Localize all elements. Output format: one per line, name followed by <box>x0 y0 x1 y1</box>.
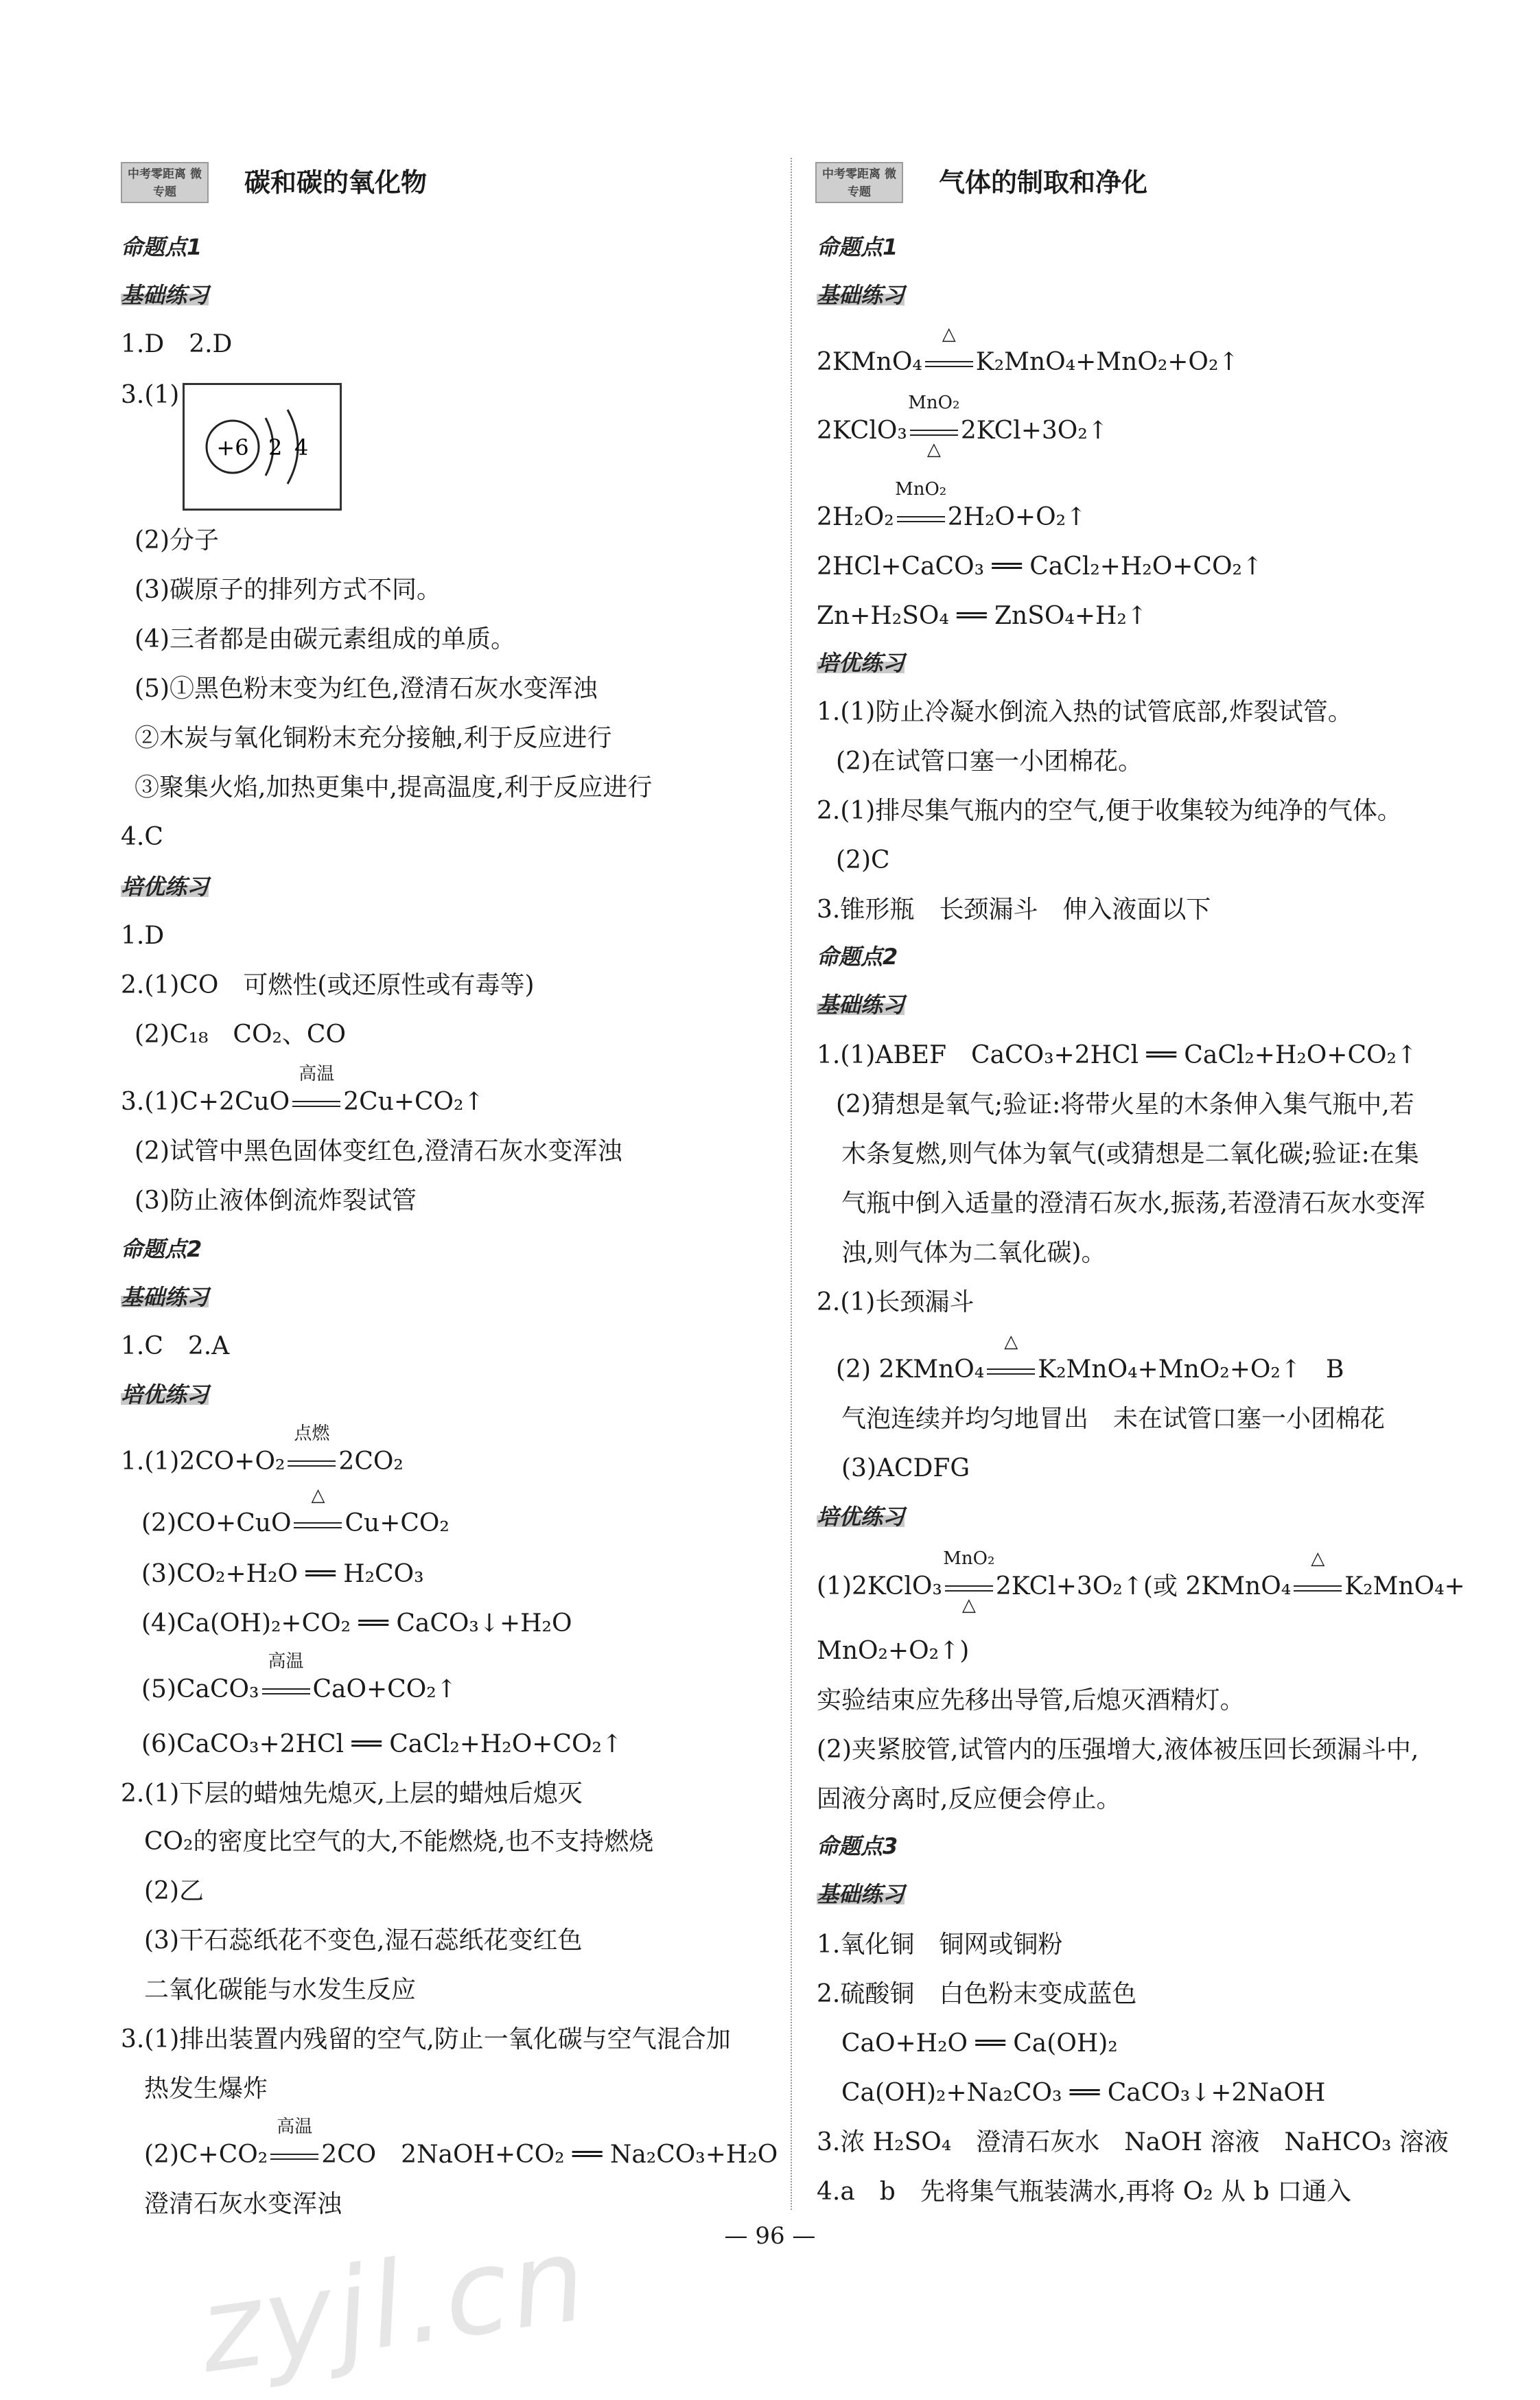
right-p3-heading: 命题点3 <box>817 1833 898 1859</box>
left-a3-2: (2)试管中黑色固体变红色,澄清石灰水变浑浊 <box>135 1137 622 1165</box>
right-g1-1: 1.(1)ABEF CaCO₃+2HCl ══ CaCl₂+H₂O+CO₂↑ <box>817 1041 1418 1069</box>
right-g1-2c: 气瓶中倒入适量的澄清石灰水,振荡,若澄清石灰水变浑 <box>841 1189 1425 1218</box>
right-p2-basic-heading: 基础练习 <box>817 992 905 1018</box>
left-q3-5a: (5)①黑色粉末变为红色,澄清石灰水变浑浊 <box>135 675 598 703</box>
right-f2-1: 2.(1)排尽集气瓶内的空气,便于收集较为纯净的气体。 <box>817 797 1402 825</box>
right-p2-adv-heading: 培优练习 <box>817 1504 905 1530</box>
left-c1-1: 1.(1)2CO+O₂ 点燃 2CO₂ <box>121 1423 404 1476</box>
left-p2-adv-heading: 培优练习 <box>121 1382 209 1408</box>
left-q3-4: (4)三者都是由碳元素组成的单质。 <box>135 625 515 653</box>
right-g1-2a: (2)猜想是氧气;验证:将带火星的木条伸入集气瓶中,若 <box>836 1091 1414 1119</box>
left-q3-1: 3.(1) <box>121 381 180 409</box>
right-e1: 2KMnO₄ △ K₂MnO₄+MnO₂+O₂↑ <box>817 324 1239 376</box>
left-p2-basic-heading: 基础练习 <box>121 1284 209 1310</box>
left-q1: 1.D 2.D <box>121 330 233 358</box>
right-f1-1: 1.(1)防止冷凝水倒流入热的试管底部,炸裂试管。 <box>817 698 1353 726</box>
right-i1: 1.氧化铜 铜网或铜粉 <box>817 1931 1063 1959</box>
right-e4: 2HCl+CaCO₃ ══ CaCl₂+H₂O+CO₂↑ <box>817 552 1263 581</box>
right-p1-adv-heading: 培优练习 <box>817 650 905 676</box>
left-q4: 4.C <box>121 823 163 851</box>
left-a2-2: (2)C₁₈ CO₂、CO <box>135 1021 346 1049</box>
atom-shell-2-count: 4 <box>294 434 309 461</box>
left-c3-2: (2)C+CO₂ 高温 2CO 2NaOH+CO₂ ══ Na₂CO₃+H₂O <box>144 2117 778 2169</box>
right-i3: 3.浓 H₂SO₄ 澄清石灰水 NaOH 溶液 NaHCO₃ 溶液 <box>817 2128 1449 2156</box>
left-section-tag: 中考零距离 微专题 <box>121 162 209 203</box>
left-c2-2: (2)乙 <box>144 1877 204 1905</box>
left-q3-3: (3)碳原子的排列方式不同。 <box>135 576 441 604</box>
left-p2-heading: 命题点2 <box>121 1236 202 1262</box>
right-i2: 2.硫酸铜 白色粉末变成蓝色 <box>817 1980 1137 2008</box>
right-i2c: Ca(OH)₂+Na₂CO₃ ══ CaCO₃↓+2NaOH <box>841 2079 1326 2107</box>
left-a2-1: 2.(1)CO 可燃性(或还原性或有毒等) <box>121 971 535 999</box>
left-a1: 1.D <box>121 922 165 950</box>
right-i4: 4.a b 先将集气瓶装满水,再将 O₂ 从 b 口通入 <box>817 2178 1352 2206</box>
left-c1-3: (3)CO₂+H₂O ══ H₂CO₃ <box>141 1560 424 1588</box>
right-h1c: 实验结束应先移出导管,后熄灭酒精灯。 <box>817 1686 1245 1714</box>
atom-diagram-svg <box>185 385 336 504</box>
right-e3: 2H₂O₂ MnO₂ 2H₂O+O₂↑ <box>817 479 1087 531</box>
left-c3-1b: 热发生爆炸 <box>144 2075 268 2103</box>
left-b1: 1.C 2.A <box>121 1332 230 1360</box>
right-i2b: CaO+H₂O ══ Ca(OH)₂ <box>841 2029 1118 2058</box>
left-c2-3b: 二氧化碳能与水发生反应 <box>144 1976 417 2004</box>
right-p3-basic-heading: 基础练习 <box>817 1881 905 1907</box>
right-e5: Zn+H₂SO₄ ══ ZnSO₄+H₂↑ <box>817 602 1147 630</box>
left-c3-1: 3.(1)排出装置内残留的空气,防止一氧化碳与空气混合加 <box>121 2025 731 2053</box>
left-section-title: 碳和碳的氧化物 <box>244 167 428 198</box>
right-g2-1: 2.(1)长颈漏斗 <box>817 1288 975 1316</box>
left-q3-5b: ②木炭与氧化铜粉末充分接触,利于反应进行 <box>135 724 612 752</box>
left-c1-5: (5)CaCO₃ 高温 CaO+CO₂↑ <box>141 1651 457 1703</box>
right-h2b: 固液分离时,反应便会停止。 <box>817 1785 1121 1813</box>
left-c3-2b: 澄清石灰水变浑浊 <box>144 2190 342 2218</box>
left-c1-4: (4)Ca(OH)₂+CO₂ ══ CaCO₃↓+H₂O <box>141 1609 572 1638</box>
right-section-title: 气体的制取和净化 <box>939 167 1148 198</box>
page-number: — 96 — <box>724 2222 816 2250</box>
left-c1-2: (2)CO+CuO △ Cu+CO₂ <box>141 1485 450 1537</box>
right-f2-2: (2)C <box>836 846 890 874</box>
right-g2-3: (3)ACDFG <box>841 1454 970 1482</box>
right-e2: 2KClO₃ MnO₂ △ 2KCl+3O₂↑ <box>817 393 1108 460</box>
right-h2a: (2)夹紧胶管,试管内的压强增大,液体被压回长颈漏斗中, <box>817 1736 1419 1764</box>
right-p1-heading: 命题点1 <box>817 234 898 260</box>
column-divider <box>791 158 793 2210</box>
right-g2-2b: 气泡连续并均匀地冒出 未在试管口塞一小团棉花 <box>841 1405 1386 1433</box>
right-p2-heading: 命题点2 <box>817 944 898 970</box>
left-p1-adv-heading: 培优练习 <box>121 874 209 900</box>
right-f1-2: (2)在试管口塞一小团棉花。 <box>836 747 1143 776</box>
right-section-tag: 中考零距离 微专题 <box>815 162 903 203</box>
atom-nucleus-charge: +6 <box>216 434 249 461</box>
right-f3: 3.锥形瓶 长颈漏斗 伸入液面以下 <box>817 896 1211 924</box>
left-c2-1: 2.(1)下层的蜡烛先熄灭,上层的蜡烛后熄灭 <box>121 1780 583 1808</box>
atom-structure-diagram <box>183 383 342 511</box>
left-a3-1: 3.(1)C+2CuO 高温 2Cu+CO₂↑ <box>121 1064 485 1116</box>
right-h1b: MnO₂+O₂↑) <box>817 1637 970 1665</box>
right-p1-basic-heading: 基础练习 <box>817 282 905 308</box>
right-g1-2b: 木条复燃,则气体为氧气(或猜想是二氧化碳;验证:在集 <box>841 1140 1419 1168</box>
left-q3-5c: ③聚集火焰,加热更集中,提高温度,利于反应进行 <box>135 773 653 802</box>
left-q3-2: (2)分子 <box>135 526 219 555</box>
left-c2-3: (3)干石蕊纸花不变色,湿石蕊纸花变红色 <box>144 1926 583 1955</box>
atom-shell-1-count: 2 <box>268 434 283 461</box>
left-c1-6: (6)CaCO₃+2HCl ══ CaCl₂+H₂O+CO₂↑ <box>141 1730 623 1758</box>
right-h1: (1)2KClO₃ MnO₂ △ 2KCl+3O₂↑(或 2KMnO₄ △ K₂MnO₄+ <box>817 1548 1465 1616</box>
left-p1-basic-heading: 基础练习 <box>121 282 209 308</box>
right-g1-2d: 浊,则气体为二氧化碳)。 <box>841 1239 1106 1267</box>
left-a3-3: (3)防止液体倒流炸裂试管 <box>135 1187 417 1215</box>
right-g2-2: (2) 2KMnO₄ △ K₂MnO₄+MnO₂+O₂↑ B <box>836 1331 1344 1384</box>
watermark: zyjl.cn <box>191 2211 596 2400</box>
left-c2-1b: CO₂的密度比空气的大,不能燃烧,也不支持燃烧 <box>144 1828 654 1856</box>
left-p1-heading: 命题点1 <box>121 234 202 260</box>
